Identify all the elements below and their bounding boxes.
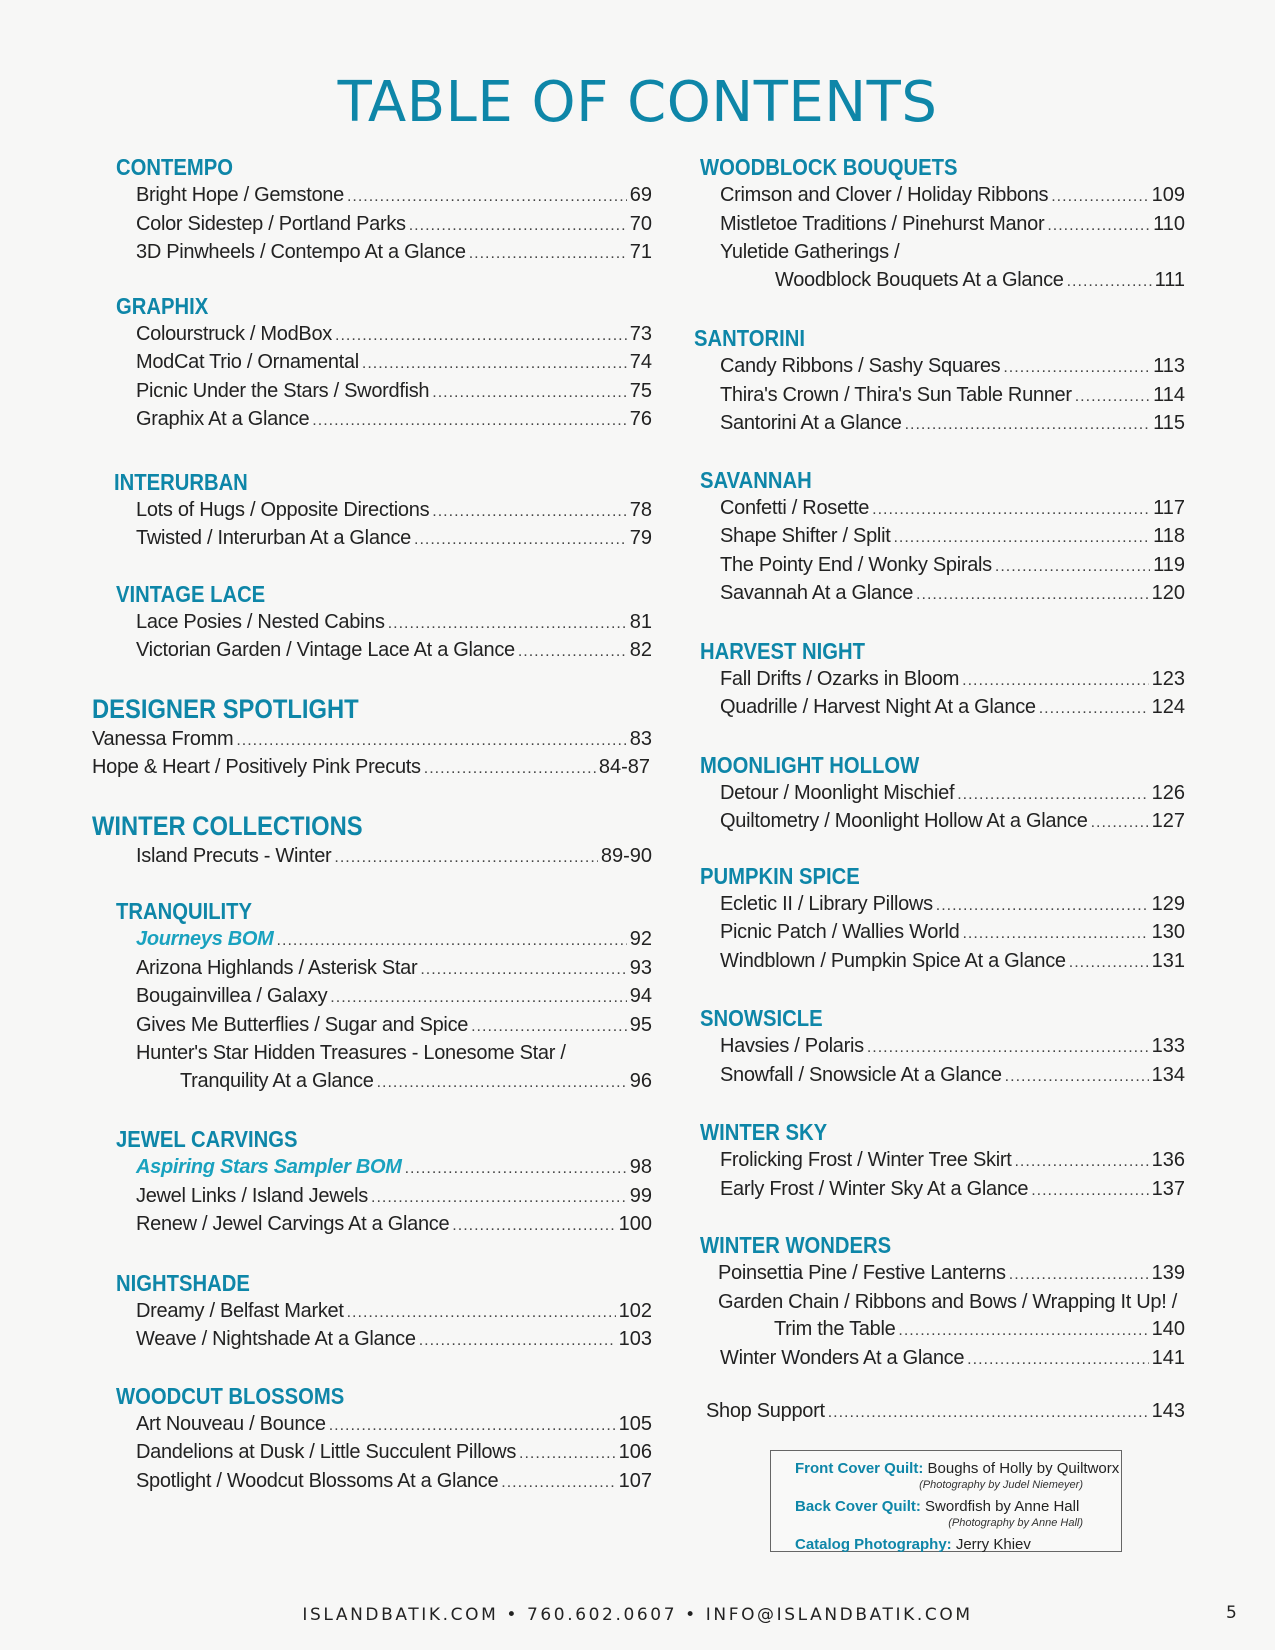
toc-entry[interactable]: Spotlight / Woodcut Blossoms At a Glance ..... 107 [136,1468,652,1497]
toc-entry[interactable]: Santorini At a Glance ..... 115 [720,410,1185,439]
toc-entry[interactable]: Quadrille / Harvest Night At a Glance ..... 124 [720,694,1185,723]
toc-entry-line1[interactable]: Garden Chain / Ribbons and Bows / Wrapping It Up! / [718,1290,1178,1313]
front-cover-credit: Front Cover Quilt: Boughs of Holly by Quiltworx [795,1460,1120,1477]
section-harvest-night [700,636,1185,723]
toc-entry[interactable]: 3D Pinwheels / Contempo At a Glance ..... 71 [136,239,652,268]
toc-entry[interactable]: Tranquility At a Glance ..... 96 [136,1068,652,1097]
toc-entry[interactable]: Picnic Under the Stars / Swordfish ..... 75 [136,378,652,407]
toc-entry[interactable]: Colourstruck / ModBox ..... 73 [136,321,652,350]
toc-entry[interactable]: Vanessa Fromm ..... 83 [92,726,652,755]
toc-entry[interactable]: Color Sidestep / Portland Parks ..... 70 [136,211,652,240]
section-jewel-carvings [92,1124,652,1240]
section-snowsicle [700,1003,1185,1090]
toc-entry[interactable]: Quiltometry / Moonlight Hollow At a Glance ..... 127 [720,808,1185,837]
toc-entry[interactable]: Renew / Jewel Carvings At a Glance ..... 100 [136,1211,652,1240]
section-heading: SNOWSICLE [700,1005,823,1031]
toc-entry[interactable]: Snowfall / Snowsicle At a Glance ..... 134 [720,1062,1185,1091]
section-moonlight-hollow [700,750,1185,837]
toc-entry[interactable]: Early Frost / Winter Sky At a Glance ..... 137 [720,1176,1185,1205]
catalog-photography-credit: Catalog Photography: Jerry Khiev [795,1536,1031,1553]
toc-entry[interactable]: Bougainvillea / Galaxy ..... 94 [136,983,652,1012]
section-woodblock-bouquets [700,152,1185,295]
section-savannah [700,465,1185,609]
section-winter-wonders [700,1230,1185,1373]
toc-entry[interactable]: Crimson and Clover / Holiday Ribbons ..... 109 [720,182,1185,211]
section-heading: WOODCUT BLOSSOMS [116,1382,345,1409]
toc-entry[interactable]: Poinsettia Pine / Festive Lanterns ..... 139 [718,1260,1185,1289]
toc-entry[interactable]: Windblown / Pumpkin Spice At a Glance ..... 131 [720,948,1185,977]
toc-entry[interactable]: Art Nouveau / Bounce ..... 105 [136,1411,652,1440]
toc-entry[interactable]: Picnic Patch / Wallies World ..... 130 [720,919,1185,948]
section-contempo [92,152,652,268]
toc-entry[interactable]: The Pointy End / Wonky Spirals ..... 119 [720,552,1185,581]
toc-entry[interactable]: Dreamy / Belfast Market ..... 102 [136,1298,652,1327]
toc-entry[interactable]: Gives Me Butterflies / Sugar and Spice ..... 95 [136,1012,652,1041]
section-heading: DESIGNER SPOTLIGHT [92,693,359,724]
section-heading: WINTER COLLECTIONS [92,810,363,841]
footer-contact: ISLANDBATIK.COM • 760.602.0607 • INFO@ISLANDBATIK.COM [302,1605,973,1625]
toc-entry-bom[interactable]: Journeys BOM ..... 92 [136,926,652,955]
toc-entry-shop-support[interactable]: Shop Support ..... 143 [706,1398,1185,1427]
toc-entry[interactable]: Confetti / Rosette ..... 117 [720,495,1185,524]
section-heading: TRANQUILITY [116,898,253,924]
toc-entry[interactable]: Island Precuts - Winter ..... 89-90 [136,843,652,872]
toc-entry[interactable]: Candy Ribbons / Sashy Squares ..... 113 [720,353,1185,382]
section-pumpkin-spice [700,861,1185,977]
toc-right-column [694,152,1185,1427]
section-graphix [92,291,652,435]
toc-entry[interactable]: Twisted / Interurban At a Glance ..... 79 [136,525,652,554]
section-winter-collections [92,809,652,872]
section-heading: JEWEL CARVINGS [116,1126,298,1152]
section-heading: INTERURBAN [114,468,248,495]
page-title: TABLE OF CONTENTS [337,70,938,135]
toc-entry[interactable]: Havsies / Polaris ..... 133 [720,1033,1185,1062]
toc-entry[interactable]: Ecletic II / Library Pillows ..... 129 [720,891,1185,920]
toc-entry[interactable]: Arizona Highlands / Asterisk Star ..... 93 [136,955,652,984]
section-heading: MOONLIGHT HOLLOW [700,751,920,778]
toc-entry[interactable]: Victorian Garden / Vintage Lace At a Glance ..... 82 [136,637,652,666]
toc-entry[interactable]: Detour / Moonlight Mischief ..... 126 [720,780,1185,809]
toc-entry[interactable]: Bright Hope / Gemstone ..... 69 [136,182,652,211]
toc-entry[interactable]: Trim the Table ..... 140 [718,1316,1185,1345]
front-cover-photographer: (Photography by Judel Niemeyer) [919,1479,1083,1491]
back-cover-credit: Back Cover Quilt: Swordfish by Anne Hall [795,1498,1080,1515]
section-winter-sky [700,1117,1185,1204]
toc-entry[interactable]: Mistletoe Traditions / Pinehurst Manor ..... 110 [720,211,1185,240]
section-designer-spotlight [92,692,652,783]
toc-left-column [92,152,652,1496]
toc-entry-line1[interactable]: Hunter's Star Hidden Treasures - Lonesome Star / [136,1042,566,1064]
toc-entry-line1[interactable]: Yuletide Gatherings / [720,241,900,263]
section-heading: GRAPHIX [116,292,209,319]
toc-entry[interactable]: Shape Shifter / Split ..... 118 [720,523,1185,552]
toc-entry[interactable]: Lots of Hugs / Opposite Directions ..... 78 [136,497,652,526]
section-interurban [92,467,652,554]
section-heading: HARVEST NIGHT [700,637,865,664]
toc-entry[interactable]: Fall Drifts / Ozarks in Bloom ..... 123 [720,666,1185,695]
toc-entry-bom[interactable]: Aspiring Stars Sampler BOM ..... 98 [136,1154,652,1183]
section-heading: WINTER SKY [700,1119,828,1145]
toc-entry[interactable]: Weave / Nightshade At a Glance ..... 103 [136,1326,652,1355]
toc-entry[interactable]: Lace Posies / Nested Cabins ..... 81 [136,609,652,638]
section-heading: VINTAGE LACE [116,580,266,607]
section-shop-support [706,1398,1185,1427]
toc-entry[interactable]: ModCat Trio / Ornamental ..... 74 [136,349,652,378]
page-number: 5 [1226,1603,1237,1623]
section-tranquility [92,896,652,1096]
toc-entry[interactable]: Dandelions at Dusk / Little Succulent Pillows ..... 106 [136,1439,652,1468]
toc-entry[interactable]: Savannah At a Glance ..... 120 [720,580,1185,609]
toc-entry[interactable]: Thira's Crown / Thira's Sun Table Runner ..... 114 [720,382,1185,411]
toc-entry[interactable]: Jewel Links / Island Jewels ..... 99 [136,1183,652,1212]
photo-credits-box [770,1450,1122,1552]
toc-entry[interactable]: Winter Wonders At a Glance ..... 141 [718,1345,1185,1374]
section-heading: SANTORINI [694,325,805,351]
toc-entry[interactable]: Graphix At a Glance ..... 76 [136,406,652,435]
section-heading: WINTER WONDERS [700,1232,892,1258]
section-heading: CONTEMPO [116,154,233,180]
section-heading: SAVANNAH [700,466,812,493]
toc-entry[interactable]: Frolicking Frost / Winter Tree Skirt ..... 136 [720,1147,1185,1176]
section-heading: WOODBLOCK BOUQUETS [700,154,958,180]
toc-entry[interactable]: Hope & Heart / Positively Pink Precuts ..... 84-87 [92,754,652,783]
back-cover-photographer: (Photography by Anne Hall) [948,1517,1083,1529]
section-vintage-lace [92,579,652,666]
section-santorini [694,323,1185,439]
section-heading: NIGHTSHADE [116,1269,250,1296]
section-heading: PUMPKIN SPICE [700,862,860,889]
toc-entry[interactable]: Woodblock Bouquets At a Glance ..... 111 [720,267,1185,296]
section-woodcut-blossoms [92,1381,652,1497]
section-nightshade [92,1268,652,1355]
